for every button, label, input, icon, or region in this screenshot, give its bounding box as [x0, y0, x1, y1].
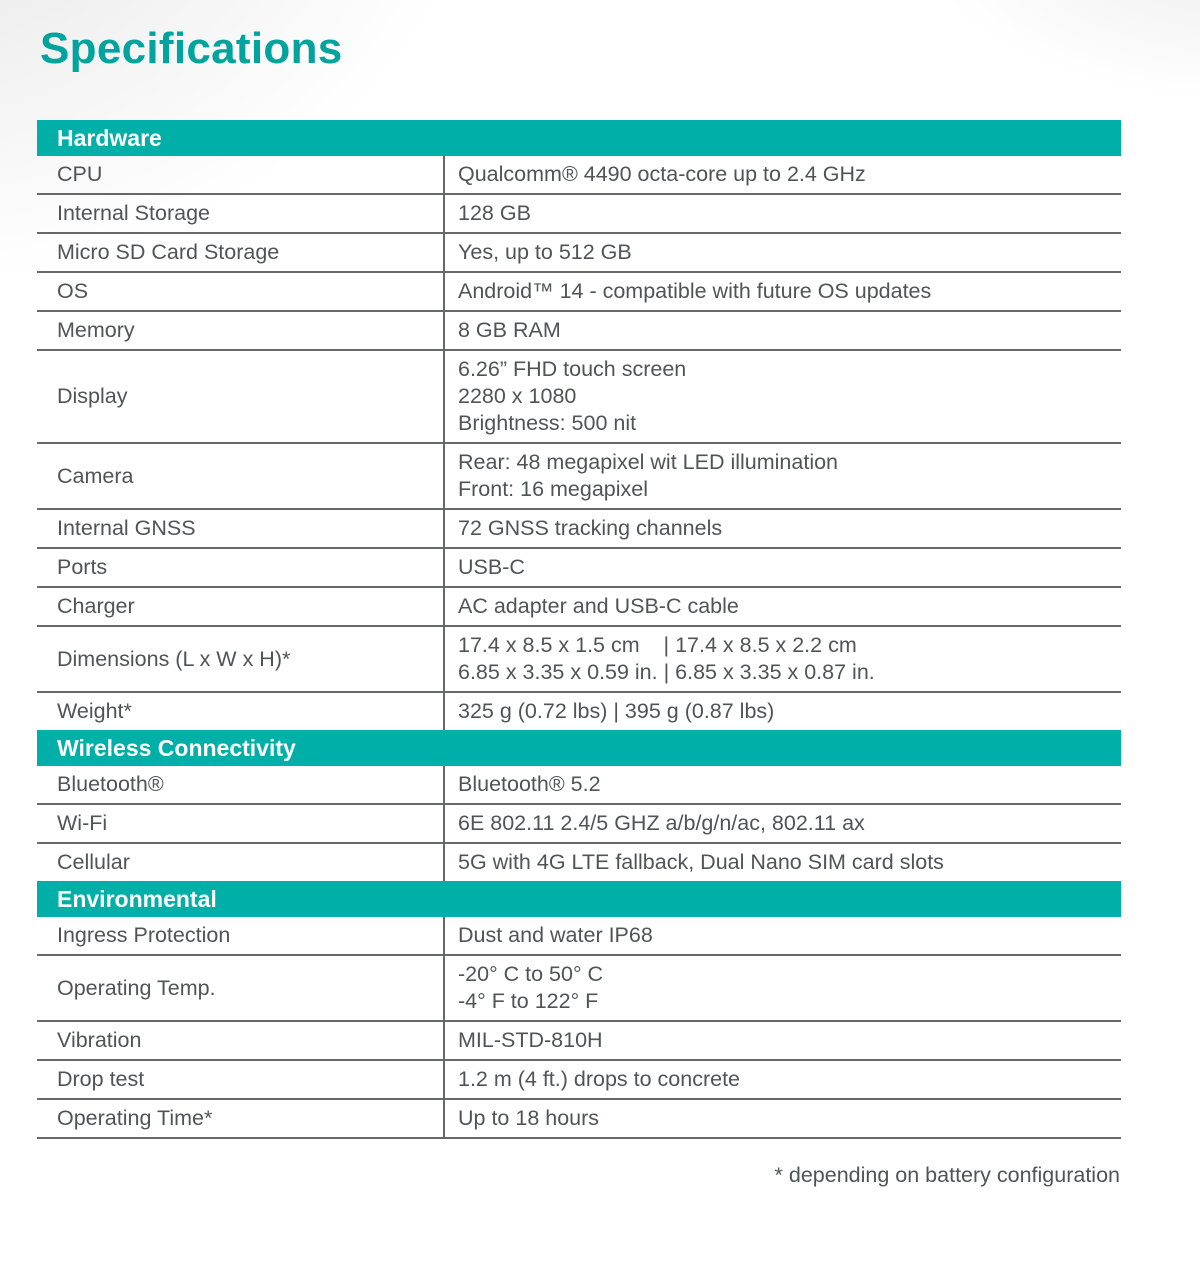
spec-value-line: AC adapter and USB-C cable	[458, 594, 739, 618]
spec-value-line: 6.26” FHD touch screen	[458, 357, 687, 381]
section-rows	[37, 766, 1121, 881]
spec-label: Internal Storage	[57, 201, 210, 225]
spec-label: CPU	[57, 162, 103, 186]
spec-value	[443, 917, 1121, 954]
spec-value	[443, 693, 1121, 730]
spec-value-line: 2280 x 1080	[458, 384, 577, 408]
spec-row	[37, 1059, 1121, 1098]
spec-value	[443, 1061, 1121, 1098]
spec-value-line: Front: 16 megapixel	[458, 477, 649, 501]
spec-value-line: 325 g (0.72 lbs) | 395 g (0.87 lbs)	[458, 699, 775, 723]
spec-value	[443, 312, 1121, 349]
spec-value-line: 128 GB	[458, 201, 531, 225]
spec-value-line: Up to 18 hours	[458, 1106, 600, 1130]
spec-value	[443, 549, 1121, 586]
spec-label: Operating Temp.	[57, 975, 216, 1000]
spec-value	[443, 1100, 1121, 1137]
spec-sheet-page	[37, 24, 1121, 1188]
spec-value-line: Brightness: 500 nit	[458, 411, 637, 435]
spec-label: Wi-Fi	[57, 811, 108, 835]
spec-value-line: USB-C	[458, 555, 525, 579]
page-title: Specifications	[40, 24, 343, 73]
spec-row	[37, 1020, 1121, 1059]
spec-value	[443, 805, 1121, 842]
spec-value	[443, 444, 1121, 508]
spec-value-line: Android™ 14 - compatible with future OS updates	[458, 279, 932, 303]
spec-label: Charger	[57, 594, 135, 618]
spec-value-line: -20° C to 50° C	[458, 962, 604, 986]
spec-row	[37, 547, 1121, 586]
section-header: Wireless Connectivity	[37, 730, 1121, 766]
spec-value	[443, 956, 1121, 1020]
spec-label: Dimensions (L x W x H)*	[57, 646, 291, 671]
spec-label: OS	[57, 279, 89, 303]
spec-value-line: MIL-STD-810H	[458, 1028, 603, 1052]
spec-row	[37, 232, 1121, 271]
spec-row	[37, 766, 1121, 803]
spec-value-line: Yes, up to 512 GB	[458, 240, 632, 264]
spec-value	[443, 844, 1121, 881]
spec-row	[37, 691, 1121, 730]
spec-row	[37, 917, 1121, 954]
spec-value-line: Rear: 48 megapixel wit LED illumination	[458, 450, 839, 474]
spec-table	[37, 120, 1121, 1139]
spec-label: Ingress Protection	[57, 923, 231, 947]
spec-value	[443, 156, 1121, 193]
spec-row	[37, 803, 1121, 842]
spec-row	[37, 193, 1121, 232]
section-header: Environmental	[37, 881, 1121, 917]
spec-row	[37, 508, 1121, 547]
spec-value	[443, 1022, 1121, 1059]
spec-label: Cellular	[57, 850, 130, 874]
spec-value-line: 6.85 x 3.35 x 0.59 in. | 6.85 x 3.35 x 0.87 in.	[458, 660, 875, 684]
spec-label: Internal GNSS	[57, 516, 196, 540]
spec-label: Bluetooth®	[57, 772, 164, 796]
footnote: * depending on battery configuration	[774, 1163, 1120, 1187]
spec-row	[37, 586, 1121, 625]
spec-value	[443, 627, 1121, 691]
spec-label: Operating Time*	[57, 1106, 213, 1130]
spec-value-line: 8 GB RAM	[458, 318, 561, 342]
spec-value-line: Bluetooth® 5.2	[458, 772, 601, 796]
spec-value	[443, 273, 1121, 310]
spec-value	[443, 510, 1121, 547]
spec-value	[443, 195, 1121, 232]
spec-value-line: 6E 802.11 2.4/5 GHZ a/b/g/n/ac, 802.11 ax	[458, 811, 865, 835]
spec-label: Ports	[57, 555, 108, 579]
spec-row	[37, 310, 1121, 349]
spec-row	[37, 1098, 1121, 1137]
spec-section	[37, 120, 1121, 730]
spec-value-line: Dust and water IP68	[458, 923, 653, 947]
spec-row	[37, 349, 1121, 442]
spec-label: Memory	[57, 318, 135, 342]
spec-section	[37, 881, 1121, 1139]
spec-label: Weight*	[57, 699, 132, 723]
spec-value-line: Qualcomm® 4490 octa-core up to 2.4 GHz	[458, 162, 866, 186]
section-rows	[37, 156, 1121, 730]
spec-row	[37, 156, 1121, 193]
spec-value	[443, 588, 1121, 625]
spec-value-line: 1.2 m (4 ft.) drops to concrete	[458, 1067, 741, 1091]
spec-label: Camera	[57, 463, 134, 488]
section-rows	[37, 917, 1121, 1137]
spec-value	[443, 234, 1121, 271]
spec-row	[37, 271, 1121, 310]
spec-row	[37, 842, 1121, 881]
spec-label: Micro SD Card Storage	[57, 240, 280, 264]
section-header: Hardware	[37, 120, 1121, 156]
spec-row	[37, 442, 1121, 508]
spec-value-line: -4° F to 122° F	[458, 989, 599, 1013]
spec-row	[37, 625, 1121, 691]
spec-value	[443, 351, 1121, 442]
spec-label: Display	[57, 384, 128, 408]
spec-label: Vibration	[57, 1028, 142, 1052]
spec-value-line: 72 GNSS tracking channels	[458, 516, 723, 540]
spec-value-line: 5G with 4G LTE fallback, Dual Nano SIM card slots	[458, 850, 944, 874]
spec-value	[443, 766, 1121, 803]
spec-label: Drop test	[57, 1067, 145, 1091]
spec-row	[37, 954, 1121, 1020]
spec-value-line: 17.4 x 8.5 x 1.5 cm | 17.4 x 8.5 x 2.2 cm	[458, 633, 857, 657]
spec-section	[37, 730, 1121, 881]
